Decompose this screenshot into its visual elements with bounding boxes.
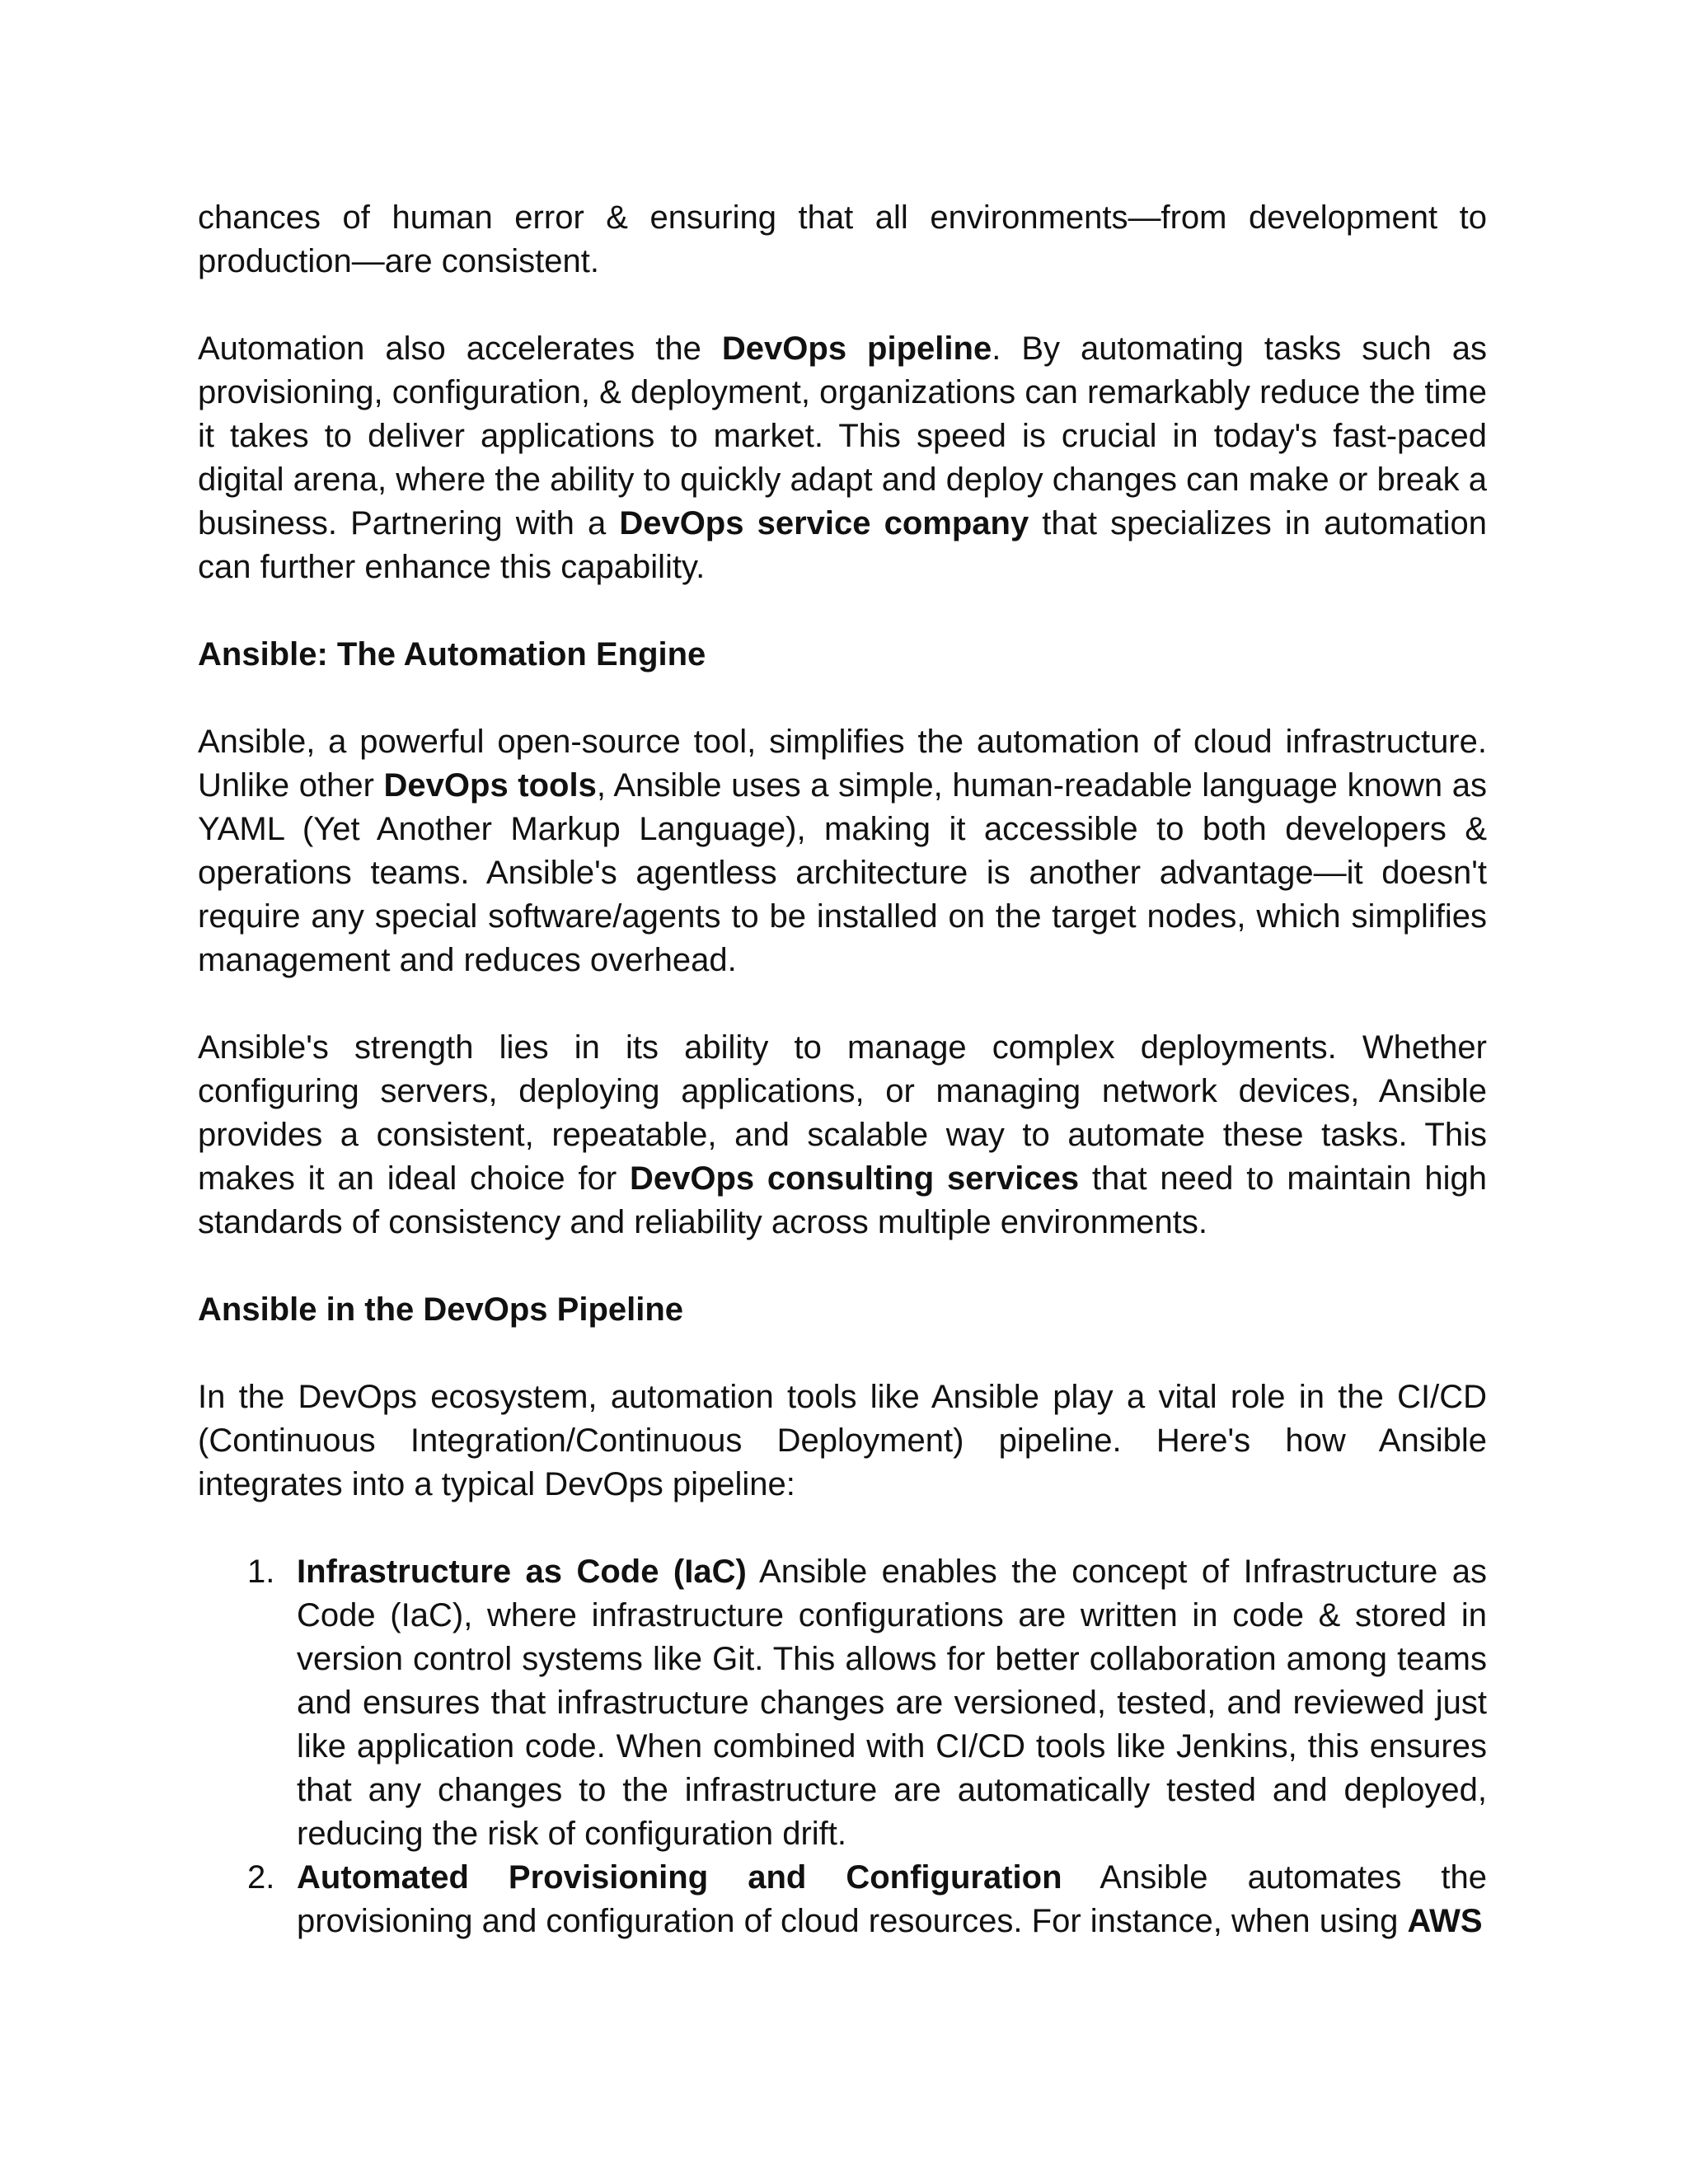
paragraph-text: In the DevOps ecosystem, automation tools like Ansible play a vital role in the CI/CD (Continuous Integration/Continuous Deployment) pipeline. Here's how Ansible integrates into a typical DevOps pipeline:: [198, 1379, 1487, 1502]
numbered-list: [198, 1550, 1487, 1943]
list-item: [198, 1856, 1487, 1943]
bold-term-devops-pipeline: DevOps pipeline: [721, 330, 992, 367]
section-heading-devops-pipeline: Ansible in the DevOps Pipeline: [198, 1291, 684, 1328]
list-item-text: Ansible enables the concept of Infrastructure as Code (IaC), where infrastructure configurations are written in code & stored in version control systems like Git. This allows for better collaboration among teams and ensures that infrastructure changes are versioned, tested, and reviewed just like application code. When combined with CI/CD tools like Jenkins, this ensures that any changes to the infrastructure are automatically tested and deployed, reducing the risk of configuration drift.: [297, 1554, 1487, 1852]
list-item: [198, 1550, 1487, 1856]
list-item-title: Infrastructure as Code (IaC): [297, 1554, 747, 1590]
paragraph-text: Ansible, a powerful open-source tool, simplifies the automation of cloud infrastructure. Unlike other: [198, 724, 1487, 804]
bold-term-devops-tools: DevOps tools: [383, 767, 597, 804]
list-item-title: Automated Provisioning and Configuration: [297, 1859, 1062, 1896]
list-item-text: Ansible automates the provisioning and configuration of cloud resources. For instance, when using: [297, 1859, 1487, 1939]
document-page: [198, 196, 1487, 1943]
list-item-number: 1.: [247, 1554, 275, 1590]
paragraph-text: that specializes in automation can further enhance this capability.: [198, 505, 1487, 585]
bold-term-aws: AWS: [1407, 1903, 1483, 1939]
paragraph-intro-continuation: [198, 196, 1487, 284]
paragraph-ansible-strength: [198, 1026, 1487, 1244]
paragraph-ansible-intro: [198, 720, 1487, 982]
paragraph-text: that need to maintain high standards of consistency and reliability across multiple environments.: [198, 1160, 1488, 1240]
paragraph-text: chances of human error & ensuring that all environments—from development to production—are consistent.: [198, 199, 1487, 279]
paragraph-automation-pipeline: [198, 327, 1487, 589]
paragraph-text: Automation also accelerates the: [198, 330, 722, 367]
paragraph-text: , Ansible uses a simple, human-readable language known as YAML (Yet Another Markup Language), making it accessible to both developers & operations teams. Ansible's agentless architecture is another advantage—it doesn't require any special software/agents to be installed on the target nodes, which simplifies management and reduces overhead.: [198, 767, 1487, 978]
bold-term-devops-service-company: DevOps service company: [619, 505, 1029, 541]
paragraph-text: . By automating tasks such as provisioning, configuration, & deployment, organizations can remarkably reduce the time it takes to deliver applications to market. This speed is crucial in today's fast-paced digital arena, where the ability to quickly adapt and deploy changes can make or break a business. Partnering with a: [198, 330, 1488, 541]
list-item-number: 2.: [247, 1859, 275, 1896]
paragraph-cicd-intro: [198, 1376, 1487, 1507]
section-heading-automation-engine: Ansible: The Automation Engine: [198, 636, 706, 673]
bold-term-devops-consulting-services: DevOps consulting services: [629, 1160, 1080, 1197]
paragraph-text: Ansible's strength lies in its ability to manage complex deployments. Whether configuring servers, deploying applications, or managing network devices, Ansible provides a consistent, repeatable, and scalable way to automate these tasks. This makes it an ideal choice for: [198, 1029, 1487, 1197]
